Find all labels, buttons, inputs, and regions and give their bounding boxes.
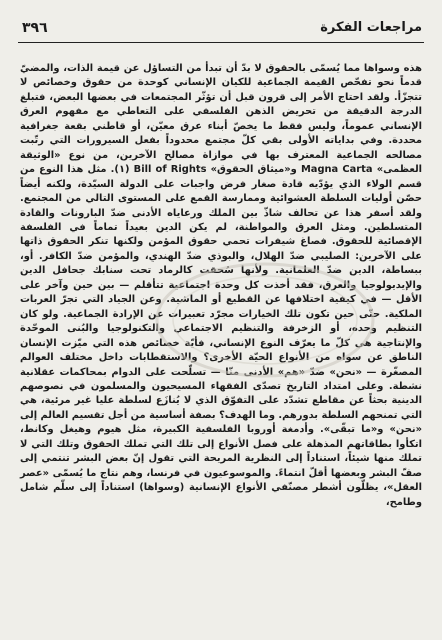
running-title: مراجعات الفكرة [320,20,422,35]
page-header [18,16,424,46]
body-text [20,62,422,510]
body-paragraph: هذه وسواها مما يُسمّى بالحقوق لا بدّ أن تبدأ من التساؤل عن قيمة الذات، والمضيّ قدماً نحو تفحّص القيمة الجماعية للكيان الإنساني كوحدة من حقوق وخصائص لا تتجزّأ. ولقد احتاج الأمر إلى قرون قبل أن تؤثّر المجتمعات في بعضها البعض، فتبلغ الدرجة الدقيقة من تحريض الذهن الفلسفي على التعاطي مع مفهوم العرق الإنساني عموماً، وليس فقط ما يخصّ أبناء عرق معيّن، أو قاطني بقعة جغرافية محددة. وفي بداياته الأولى بقي كلّ مجتمع محدوداً بفعل السيرورات التي رتّبت مصالحه الجماعية المعترف بها في موازاة مصالح الآخرين، من نوع «الوثيقة العظمى» Magna Carta و«ميثاق الحقوق» Bill of Rights (١). مثل هذا النوع من قسم الولاء الذي يؤدّيه قادة صغار فرض واجبات على الدولة السيّدة، ولكنه أيضاً حصّن أوليات السلطة العشوائية وممارسة القمع على المستوى التالي من المجتمع. ولقد أسفر هذا عن تحالف شاذّ بين الملك ورعاياه الأدنى ضدّ البارونات والقادة المتسلطين. ومثل العرق والمواطنة، لم يكن الدين بعيداً تماماً في الفلسفة الإقصائية للحقوق. فصاغ شيفرات تحمي حقوق المؤمن ولكنها تنكر الحقوق ذاتها على الآخرين: الصليبي ضدّ الهلال، والبوذي ضدّ الهندي، والمؤمن ضدّ الكافر. أو، ببساطة، الدين ضدّ العلمانية. ولأنها سُحقت كالرماد تحت سنابك جحافل الدين والإيديولوجيا والعرق، فقد أخذت كل وحدة اجتماعية تتأقلم — بين حين وآخر على الأقل — في كيفية اختلافها عن القطيع أو الماشية. وعن الجياد التي تجرّ العربات الملكية. حتّى حين تكون تلك الخيارات مجرّد تعبيرات عن الإرادة الجماعية. ولو كان التنظيم وحده، أو الزخرفة والتنظيم الاجتماعي والتكنولوجيا والبُنى الموحّدة والإنتاجية هي كلّ ما يعرّف النوع الإنساني، فأيّة خصائص هذه التي ميّزت الإنسان الناطق عن سواه من الأنواع الحيّة الأخرى؟ والاستقطابات داخل مختلف العوالم المصغّرة — «نحن» ضدّ «هم» الأدنى منّا — تسلّحت على الدوام بمحاكمات عقلانية نشطة. وعلى امتداد التاريخ تصدّى الفقهاء المسيحيون والمسلمون في نصوصهم الدينية بحثاً عن مقاطع تشدّد على التفوّق الذي لا يُنازَع لسلطة عليا غير مرئية، هي التي تمنحهم السلطة بدورهم. وما الهدف؟ بصفة أساسية من أجل تقسيم العالم إلى «نحن» و«ما تبقّى». وأدمغة أوروبا الفلسفية الكبيرة، مثل هيوم وهيغل وكانط، اتكأوا بطاقاتهم المذهلة على فصل الأنواع إلى تلك التي تملك الحقوق وتلك التي لا تملك منها شيئاً، استناداً إلى النظرية المريحة التي تقول إنّ بعض البشر تنتمي إلى صفّ البشر وبعضها أقلّ انتماءً. والموسوعيون في فرنسا، وهم نتاج ما يُسمّى «عصر العقل»، يظلّون أشطر مصنّفي الأنواع الإنسانية (وسواها) استناداً إلى سلّم شامل وطامح، [20,63,423,508]
page-number: ٣٩٦ [22,20,48,36]
header-rule [18,42,424,43]
